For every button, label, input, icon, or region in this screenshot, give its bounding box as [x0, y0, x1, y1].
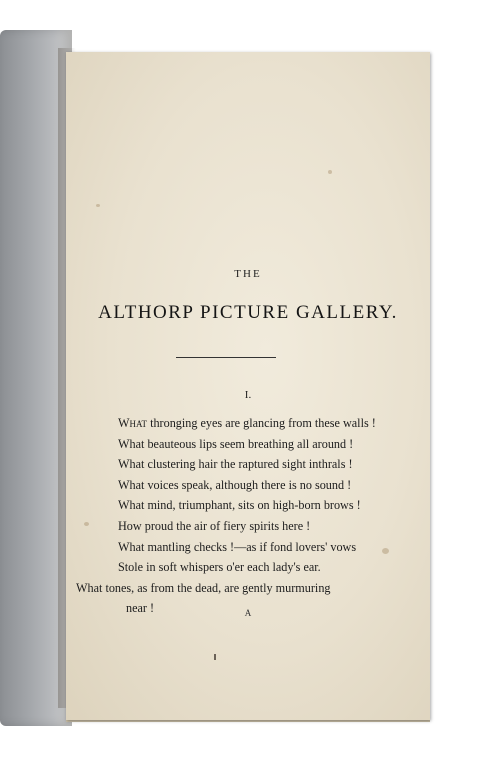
poem-first-line-rest: thronging eyes are glancing from these walls !: [147, 416, 376, 430]
poem-first-word: What: [118, 416, 148, 430]
poem-line: What mind, triumphant, sits on high-born brows !: [118, 498, 361, 513]
poem-line: What beauteous lips seem breathing all around !: [118, 436, 354, 451]
poem-line: How proud the air of fiery spirits here !: [118, 519, 311, 533]
poem-line: What tones, as from the dead, are gently murmuring: [76, 580, 331, 595]
ink-mark: [214, 654, 216, 660]
running-header: THE: [234, 268, 262, 280]
poem-line: What clustering hair the raptured sight inthrals !: [118, 457, 353, 472]
poem-line: What voices speak, although there is no sound !: [118, 477, 352, 492]
book: [0, 28, 432, 728]
poem-line: [118, 413, 376, 434]
foxing-spot: [382, 548, 389, 554]
poem-line: near !: [126, 601, 155, 616]
page-title: ALTHORP PICTURE GALLERY.: [98, 302, 398, 323]
signature-mark: A: [244, 608, 252, 618]
title-rule-divider: [176, 357, 276, 358]
poem-line: Stole in soft whispers o'er each lady's ear.: [118, 560, 321, 575]
foxing-spot: [328, 170, 332, 174]
foxing-spot: [84, 522, 89, 526]
book-page: [66, 52, 430, 720]
section-numeral: I.: [244, 389, 252, 401]
foxing-spot: [96, 204, 100, 207]
poem-line: What mantling checks !—as if fond lovers' vows: [118, 539, 357, 554]
